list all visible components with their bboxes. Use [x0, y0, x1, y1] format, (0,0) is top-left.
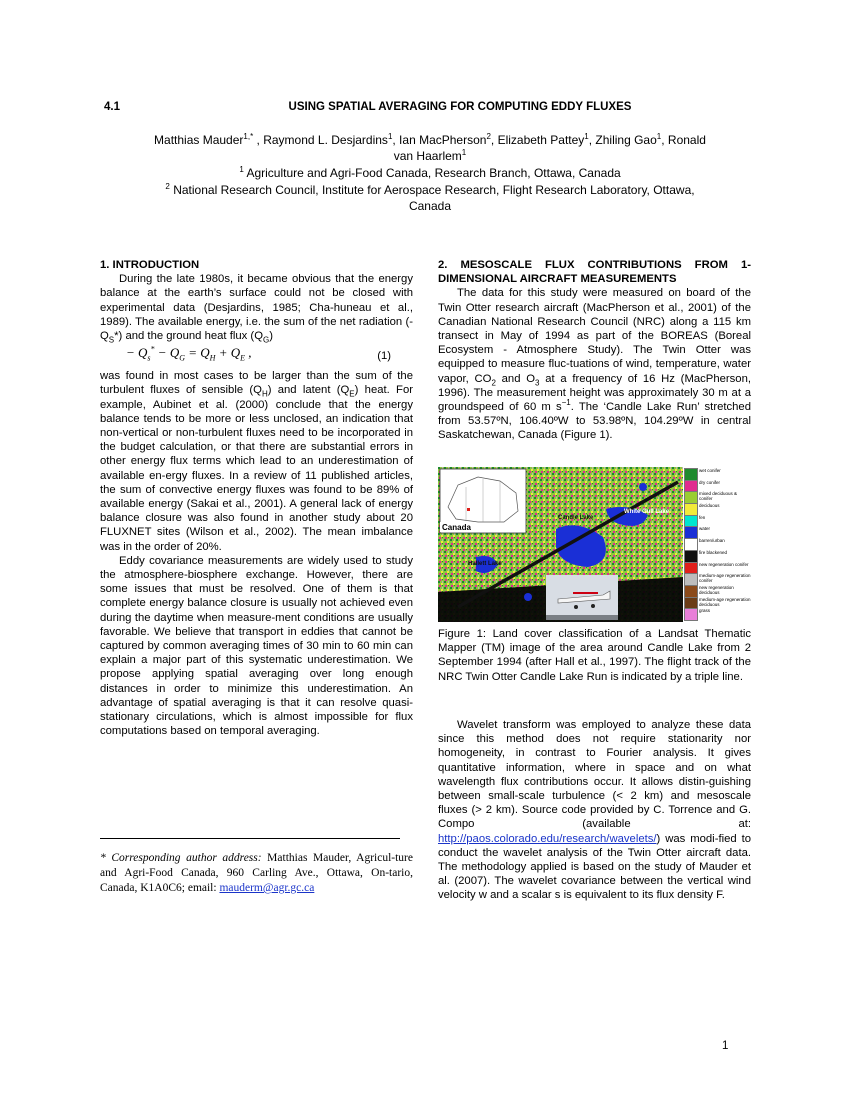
paper-title: USING SPATIAL AVERAGING FOR COMPUTING EDDY FLUXES [288, 101, 632, 113]
text-run: The data for this study were measured on board of the Twin Otter research aircraft (MacPherson et al., 2001) of the Canadian National Research Council (NRC) along a 115 km transect in May of 1994 as part of the BOREAS (Boreal Ecosystem - Atmosphere Study). The Twin Otter was equipped to measure fluc-tuations of wind, temperature, water vapor, CO [438, 287, 751, 385]
legend-label: new regeneration deciduous [699, 584, 734, 595]
text-run: Wavelet transform was employed to analyze these data since this method does not require stationarity nor homogeneity, in contrast to Fourier analysis. It gives quantitative information, where in space and on what wavelength flux contributions occur. It allows distin-guishing between small-scale turbulence (< 2 km) and mesoscale fluxes (> 2 km). Source code provided by C. Torrence and G. Compo (available at: [438, 719, 751, 831]
lake-label-white-gull: White Gull Lake [624, 509, 670, 515]
right-column-bottom [438, 718, 751, 903]
text-run: ) [269, 330, 273, 343]
intro-heading: 1. INTRODUCTION [100, 259, 200, 271]
legend-label: fire blackened [699, 549, 728, 555]
left-column [100, 258, 413, 739]
legend-label: fen [699, 514, 706, 520]
author-superscript: 2 [486, 132, 491, 141]
legend-label: wet conifer [699, 468, 721, 473]
legend-label: medium-age regeneration conifer [699, 573, 751, 584]
text-run: ) was modi-fied to conduct the wavelet analysis of the Twin Otter aircraft data. The methodology applied is based on the study of Mauder et al. (2007). The wavelet covariance between the vertical wind velocity w and a scalar s is equivalent to its flux density F. [438, 832, 751, 902]
wavelet-link[interactable]: http://paos.colorado.edu/research/wavelets/ [438, 832, 657, 845]
affiliation-text: Agriculture and Agri-Food Canada, Research Branch, Ottawa, Canada [243, 166, 621, 180]
author-text: , Ronald van Haarlem [393, 133, 706, 163]
legend-swatch [684, 608, 698, 621]
author-list [150, 132, 710, 164]
legend-label: deciduous [699, 503, 720, 509]
author-superscript: 1 [584, 132, 589, 141]
section2-paragraph-1: The data for this study were measured on board of the Twin Otter research aircraft (MacPherson et al., 2001) of the Canadian National Research Council (NRC) along a 115 km transect in May of 1994 as part of the BOREAS (Boreal Ecosystem - Atmosphere Study). The Twin Otter was equipped to measure fluc-tuations of wind, temperature, water vapor, $CO_2$ and $O_3$ at a frequency of 16 Hz (MacPherson, 1996). The measurement height was approximately 30 m at a groundspeed of 60 m $s^{-1}$. The ‘Candle Lake Run’ stretched from 53.57ºN, 106.40ºW to 53.98ºN, 104.29ºW in central Saskatchewan, Canada (Figure 1). [438, 287, 752, 442]
small-lake [639, 483, 647, 491]
legend-label: dry conifer [699, 479, 721, 485]
figure-caption [438, 627, 751, 684]
legend-label: medium-age regeneration deciduous [699, 596, 751, 607]
author-superscript: 1 [461, 148, 467, 157]
legend-label: grass [699, 608, 711, 614]
intro-paragraph-1: During the late 1980s, it became obvious that the energy balance at the earth’s surface could not be closed with experimental data (Desjardins, 1985; Cha-huneau et al., 1989). The available energy, i.e. the sum of the net radiation $(-Q_S*)$ and the ground heat flux $(Q_G)$ [100, 273, 413, 345]
legend-label: water [699, 526, 711, 532]
affiliation-2 [150, 182, 710, 214]
author-superscript: 1 [387, 132, 393, 141]
section2-paragraph-2 [438, 718, 751, 903]
lake-label-candle: Candle Lake [558, 515, 594, 521]
footnote-divider [100, 838, 400, 839]
legend-label: barren/urban [699, 538, 725, 544]
author-text: Matthias Mauder [154, 133, 244, 147]
text-run: at a frequency of 16 Hz (MacPherson, 1996). The measurement height was approximately 30 m at a groundspeed of 60 m s [438, 372, 752, 414]
affiliation-1 [150, 165, 710, 181]
right-column-top [438, 258, 751, 443]
legend-label: new regeneration conifer [699, 561, 749, 567]
section-number: 4.1 [104, 101, 120, 113]
text-run: *) and the ground heat flux (Q [114, 330, 263, 343]
land-cover-figure [438, 467, 751, 622]
text-run: ) heat. For example, Aubinet et al. (2000) conclude that the energy balance tends to be more or less unclosed, an indication that non-vertical or non-turbulent fluxes need to be incorporated in the budget calculation, or that there are substantial errors in other energy flux terms which lead to an underestimation of available en-ergy fluxes. In a review of 11 published articles, the sum of convective energy fluxes was found to be 89% of available energy (Sakai et al., 2001). A general lack of energy balance closure was also found in another study about 20 FLUXNET sites (Wilson et al., 2002). The mean imbalance was in the order of 20%. [100, 384, 413, 553]
author-text: , Raymond L. Desjardins [253, 133, 388, 147]
author-text: , Elizabeth Pattey [490, 133, 585, 147]
page-number: 1 [722, 1040, 729, 1052]
affiliation-text: National Research Council, Institute for Aerospace Research, Flight Research Laboratory, Ottawa, Canada [169, 183, 695, 213]
footnote-text: Matthias Mauder, Agricul-ture and Agri-Food Canada, 960 Carling Ave., Ottawa, On-tario, Canada, K1A0C6; email: [100, 852, 413, 894]
small-lake [524, 593, 532, 601]
text-run: . The ‘Candle Lake Run’ stretched from 53.57ºN, 106.40ºW to 53.98ºN, 104.29ºW in central Saskatchewan, Canada (Figure 1). [438, 401, 752, 442]
equation-1: − $Q_s^* - Q_G = Q_H + Q_E$ , (1) [100, 344, 391, 363]
legend-label: mixed deciduous & conifer [699, 491, 738, 502]
affiliation-superscript: 1 [239, 165, 244, 174]
intro-paragraph-3: Eddy covariance measurements are widely used to study the atmosphere-biosphere exchange. However, there are some issues that must be resolved. One of them is that complete energy balance closure is usually not achieved even during the daytime when measure-ment conditions are usually favorable. We believe that transport in eddies that cannot be captured by common averaging times of 30 min to 60 min can explain a major part of this systematic underestimation. We propose applying spatial averaging over long enough distances in order to minimize this underestimation. An advantage of spatial averaging is that it can resolve quasi-stationary circulations, which is almost impossible for flux computations based on temporal averaging. [100, 554, 413, 738]
text-run: During the late 1980s, it became obvious that the energy balance at the earth’s surface could not be closed with experimental data (Desjardins, 1985; Cha-huneau et al., 1989). The available energy, i.e. the sum of the net radiation (-Q [100, 273, 413, 343]
site-marker [467, 508, 470, 511]
email-link[interactable]: mauderm@agr.gc.ca [219, 882, 315, 894]
intro-paragraph-2: was found in most cases to be larger than the sum of the turbulent fluxes of sensible $(Q_H)$ and latent $(Q_E)$ heat. For example, Aubinet et al. (2000) conclude that the energy balance tends to be more or less unclosed, an indication that non-vertical or non-turbulent fluxes need to be incorporated in the budget calculation, or that there are substantial errors in other energy flux terms which lead to an underestimation of available en-ergy fluxes. In a review of 11 published articles, the sum of convective energy fluxes was found to be 89% of available energy (Sakai et al., 2001). A general lack of energy balance closure was also found in another study about 20 FLUXNET sites (Wilson et al., 2002). The mean imbalance was in the order of 20%. [100, 370, 413, 553]
author-superscript: 1,* [243, 132, 254, 141]
author-text: , Ian MacPherson [392, 133, 487, 147]
author-text: , Zhiling Gao [588, 133, 657, 147]
footnote [100, 851, 413, 896]
inset-label: Canada [442, 523, 471, 532]
footnote-label: * Corresponding author address: [100, 852, 262, 864]
affiliation-superscript: 2 [165, 182, 170, 191]
text-run: ) and latent (Q [267, 384, 350, 397]
author-superscript: 1 [656, 132, 662, 141]
text-run: was found in most cases to be larger than the sum of the turbulent fluxes of sensible (Q [100, 370, 413, 397]
equation-number: (1) [377, 350, 391, 363]
lake-label-hallett: Hallett Lake [468, 561, 502, 567]
text-run: and O [495, 372, 536, 385]
section2-heading: 2. MESOSCALE FLUX CONTRIBUTIONS FROM 1-DIMENSIONAL AIRCRAFT MEASUREMENTS [438, 259, 751, 286]
caption-text: Figure 1: Land cover classification of a Landsat Thematic Mapper (TM) image of the area around Candle Lake from 2 September 1994 (after Hall et al., 1997). The flight track of the NRC Twin Otter Candle Lake Run is indicated by a triple line. [438, 628, 751, 683]
